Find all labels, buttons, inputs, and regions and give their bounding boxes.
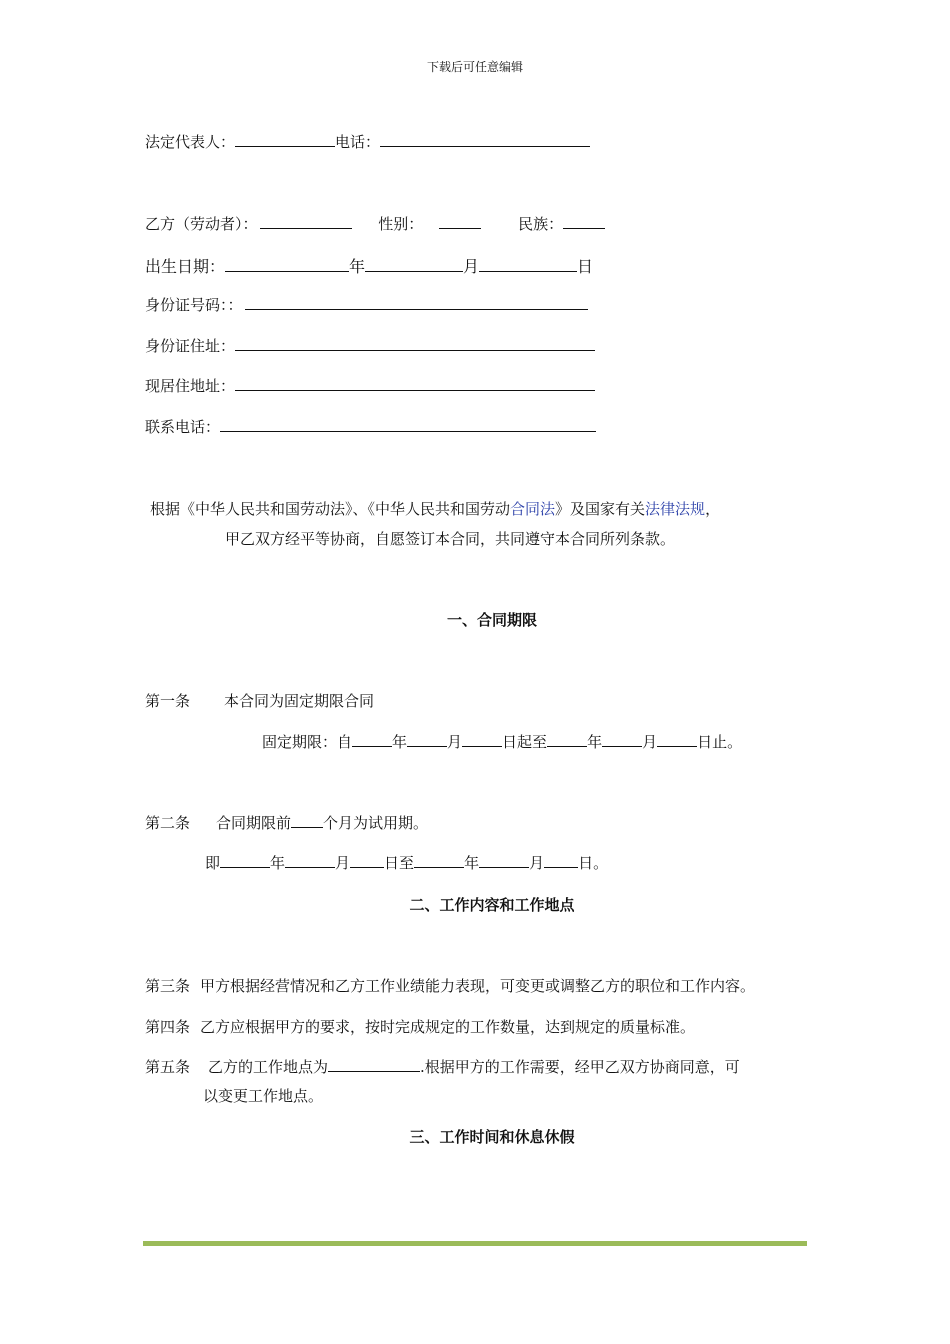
end-year-blank[interactable] bbox=[547, 732, 587, 747]
footer-bar bbox=[143, 1241, 807, 1246]
fixed-term-end: 日止。 bbox=[697, 733, 743, 751]
article-4 bbox=[145, 1016, 695, 1037]
party-b-label: 乙方（劳动者）： bbox=[145, 215, 258, 233]
article-1 bbox=[145, 690, 374, 711]
probation-end-year-unit: 年 bbox=[464, 854, 480, 872]
probation-start-year-unit: 年 bbox=[270, 854, 286, 872]
birth-label: 出生日期： bbox=[145, 257, 226, 276]
article-2 bbox=[145, 812, 428, 833]
ethnicity-blank[interactable] bbox=[563, 214, 605, 229]
id-address-blank[interactable] bbox=[235, 336, 595, 351]
start-year-blank[interactable] bbox=[352, 732, 392, 747]
intro-line-2: 甲乙双方经平等协商，自愿签订本合同，共同遵守本合同所列条款。 bbox=[225, 530, 676, 548]
article-3 bbox=[145, 975, 755, 996]
probation-end-month-blank[interactable] bbox=[479, 853, 529, 868]
probation-end-day-blank[interactable] bbox=[544, 853, 578, 868]
probation-to: 日至 bbox=[384, 854, 415, 872]
article-2-text-a: 合同期限前 bbox=[216, 814, 292, 832]
party-b-blank[interactable] bbox=[260, 214, 352, 229]
start-day-blank[interactable] bbox=[462, 732, 502, 747]
section-1-heading: 一、合同期限 bbox=[446, 611, 537, 629]
contact-phone-label: 联系电话： bbox=[145, 418, 221, 436]
phone-label: 电话： bbox=[335, 133, 381, 151]
start-month-unit: 月 bbox=[447, 733, 463, 751]
intro-text-3: ， bbox=[705, 500, 721, 518]
contact-phone-line bbox=[145, 416, 596, 437]
section-2-heading: 二、工作内容和工作地点 bbox=[409, 896, 575, 914]
id-address-line bbox=[145, 335, 595, 356]
legal-rep-line bbox=[145, 131, 590, 152]
section-3-heading: 三、工作时间和休息休假 bbox=[409, 1128, 575, 1146]
end-month-unit: 月 bbox=[642, 733, 658, 751]
article-1-fixed-term bbox=[262, 731, 742, 752]
article-4-text: 乙方应根据甲方的要求，按时完成规定的工作数量，达到规定的质量标准。 bbox=[200, 1018, 696, 1036]
probation-end-year-blank[interactable] bbox=[414, 853, 464, 868]
article-2-text-b: 个月为试用期。 bbox=[323, 814, 429, 832]
probation-end-month-unit: 月 bbox=[529, 854, 545, 872]
probation-start-month-unit: 月 bbox=[335, 854, 351, 872]
birth-year-blank[interactable] bbox=[225, 257, 349, 272]
probation-prefix: 即 bbox=[205, 854, 221, 872]
end-day-blank[interactable] bbox=[657, 732, 697, 747]
start-year-unit: 年 bbox=[392, 733, 408, 751]
current-address-label: 现居住地址： bbox=[145, 377, 236, 395]
intro-text-2: 》及国家有关 bbox=[555, 500, 646, 518]
article-5-number: 第五条 bbox=[145, 1058, 191, 1076]
id-number-line bbox=[145, 294, 588, 315]
id-number-label: 身份证号码：： bbox=[145, 296, 243, 314]
article-1-number: 第一条 bbox=[145, 692, 191, 710]
gender-label: 性别： bbox=[378, 215, 424, 233]
article-5-continuation: 以变更工作地点。 bbox=[203, 1087, 324, 1105]
article-2-period bbox=[205, 852, 608, 873]
end-year-unit: 年 bbox=[587, 733, 603, 751]
fixed-term-from: 日起至 bbox=[502, 733, 548, 751]
article-4-number: 第四条 bbox=[145, 1018, 191, 1036]
legal-rep-label: 法定代表人： bbox=[145, 133, 236, 151]
laws-regulations-link[interactable]: 法律法规 bbox=[645, 500, 706, 518]
article-3-text: 甲方根据经营情况和乙方工作业绩能力表现，可变更或调整乙方的职位和工作内容。 bbox=[200, 977, 756, 995]
probation-start-month-blank[interactable] bbox=[285, 853, 335, 868]
birth-year-unit: 年 bbox=[349, 257, 366, 276]
probation-start-day-blank[interactable] bbox=[350, 853, 384, 868]
phone-blank[interactable] bbox=[380, 132, 590, 147]
birth-day-blank[interactable] bbox=[479, 257, 577, 272]
contact-phone-blank[interactable] bbox=[220, 417, 596, 432]
birth-day-unit: 日 bbox=[577, 257, 594, 276]
article-5-text-a: 乙方的工作地点为 bbox=[208, 1058, 329, 1076]
article-5-text-b: .根据甲方的工作需要，经甲乙双方协商同意，可 bbox=[420, 1058, 740, 1076]
id-number-blank[interactable] bbox=[245, 295, 588, 310]
article-5 bbox=[145, 1056, 740, 1077]
work-location-blank[interactable] bbox=[328, 1057, 420, 1072]
end-month-blank[interactable] bbox=[602, 732, 642, 747]
probation-months-blank[interactable] bbox=[291, 813, 323, 828]
start-month-blank[interactable] bbox=[407, 732, 447, 747]
birth-date-line bbox=[145, 254, 593, 277]
birth-month-blank[interactable] bbox=[365, 257, 463, 272]
article-1-text: 本合同为固定期限合同 bbox=[224, 692, 375, 710]
gender-blank[interactable] bbox=[439, 214, 481, 229]
probation-start-year-blank[interactable] bbox=[220, 853, 270, 868]
labor-contract-law-link[interactable]: 合同法 bbox=[510, 500, 556, 518]
birth-month-unit: 月 bbox=[463, 257, 480, 276]
legal-rep-blank[interactable] bbox=[235, 132, 335, 147]
intro-line-1 bbox=[150, 498, 720, 519]
intro-text-1: 根据《中华人民共和国劳动法》、《中华人民共和国劳动 bbox=[150, 500, 511, 518]
party-b-line bbox=[145, 213, 605, 234]
id-address-label: 身份证住址： bbox=[145, 337, 236, 355]
ethnicity-label: 民族： bbox=[518, 215, 564, 233]
current-address-blank[interactable] bbox=[235, 376, 595, 391]
header-note: 下载后可任意编辑 bbox=[426, 60, 523, 74]
article-2-number: 第二条 bbox=[145, 814, 191, 832]
fixed-term-prefix: 固定期限：自 bbox=[262, 733, 353, 751]
current-address-line bbox=[145, 375, 595, 396]
probation-end: 日。 bbox=[578, 854, 609, 872]
article-3-number: 第三条 bbox=[145, 977, 191, 995]
